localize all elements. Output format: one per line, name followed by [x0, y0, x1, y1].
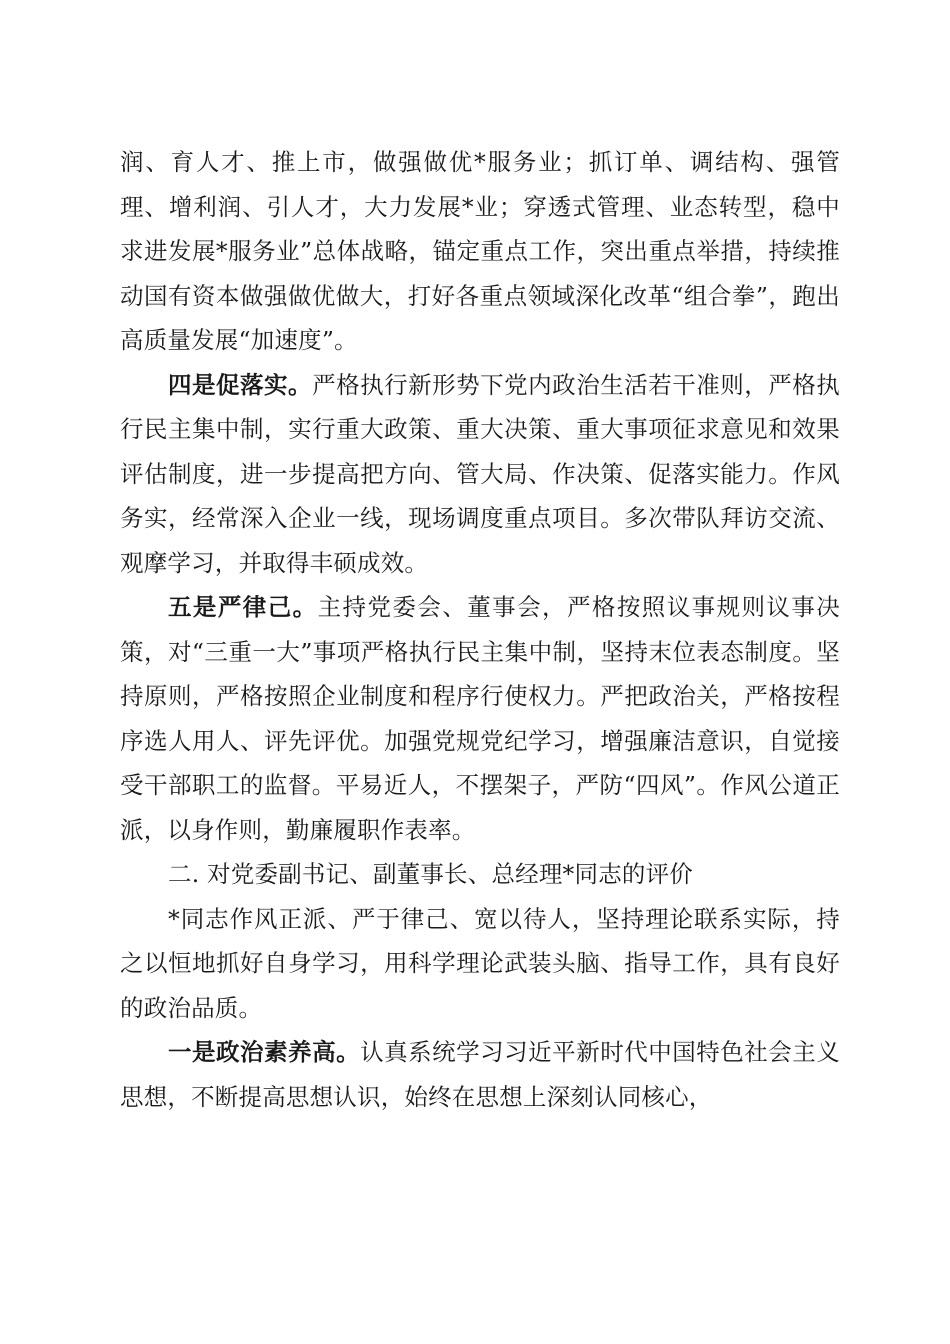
section-heading-text: 二. 对党委副书记、副董事长、总经理*同志的评价 [168, 860, 693, 888]
paragraph-text: 润、育人才、推上市，做强做优*服务业；抓订单、调结构、强管理、增利润、引人才，大力发展*业；穿透式管理、业态转型，稳中求进发展*服务业”总体战略，锚定重点工作，突出重点举措，持续推动国有资本做强做优做大，打好各重点领域深化改革“组合拳”，跑出高质量发展“加速度”。 [120, 148, 840, 354]
paragraph-text: 严格执行新形势下党内政治生活若干准则，严格执行民主集中制，实行重大政策、重大决策、重大事项征求意见和效果评估制度，进一步提高把方向、管大局、作决策、促落实能力。作风务实，经常深入企业一线，现场调度重点项目。多次带队拜访交流、观摩学习，并取得丰硕成效。 [120, 370, 841, 577]
paragraph-text: 认真系统学习习近平新时代中国特色社会主义思想，不断提高思想认识，始终在思想上深刻认同核心， [120, 1038, 840, 1111]
paragraph-evaluation-intro [120, 897, 840, 1031]
paragraph-political-quality [120, 1030, 840, 1119]
paragraph-promote-implementation [120, 363, 840, 586]
paragraph-text: *同志作风正派、严于律己、宽以待人，坚持理论联系实际，持之以恒地抓好自身学习，用科学理论武装头脑、指导工作，具有良好的政治品质。 [120, 904, 840, 1022]
paragraph-lead: 一是政治素养高。 [168, 1038, 361, 1066]
paragraph-lead: 五是严律己。 [168, 593, 318, 621]
paragraph-continuation [120, 140, 840, 363]
paragraph-text: 主持党委会、董事会，严格按照议事规则议事决策，对“三重一大”事项严格执行民主集中制，坚持末位表态制度。坚持原则，严格按照企业制度和程序行使权力。严把政治关，严格按程序选人用人、评先评优。加强党规党纪学习，增强廉洁意识，自觉接受干部职工的监督。平易近人，不摆架子，严防“四风”。作风公道正派，以身作则，勤廉履职作表率。 [120, 593, 840, 844]
section-heading [120, 852, 840, 897]
document-body [120, 140, 840, 1119]
paragraph-self-discipline [120, 585, 840, 852]
paragraph-lead: 四是促落实。 [168, 370, 313, 399]
